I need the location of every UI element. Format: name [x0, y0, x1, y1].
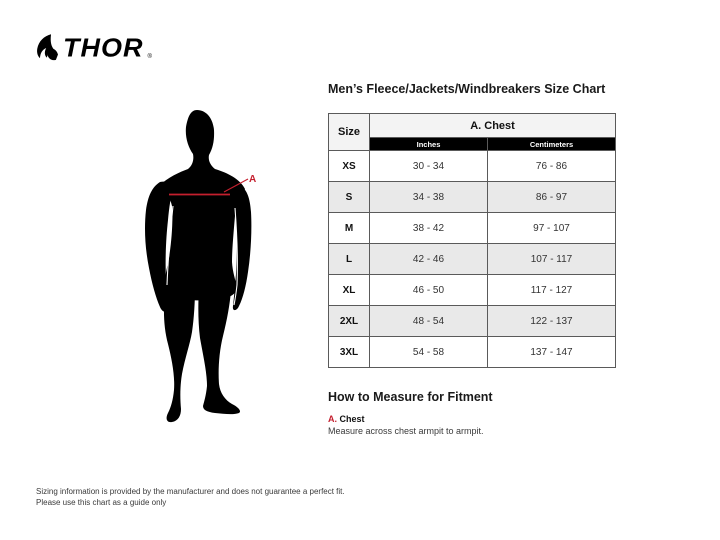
inches-cell: 34 - 38 [370, 182, 488, 213]
centimeters-cell: 86 - 97 [488, 182, 616, 213]
inches-cell: 30 - 34 [370, 151, 488, 182]
measure-item [328, 414, 365, 424]
centimeters-cell: 137 - 147 [488, 337, 616, 368]
size-cell: L [329, 244, 370, 275]
footer-disclaimer [36, 487, 345, 508]
size-cell: 3XL [329, 337, 370, 368]
centimeters-cell: 122 - 137 [488, 306, 616, 337]
inches-cell: 48 - 54 [370, 306, 488, 337]
size-chart-title: Men’s Fleece/Jackets/Windbreakers Size Chart [328, 82, 606, 96]
centimeters-cell: 76 - 86 [488, 151, 616, 182]
size-cell: XL [329, 275, 370, 306]
table-row [329, 151, 616, 182]
brand-logo [36, 34, 152, 61]
header-row-units [329, 138, 616, 151]
measure-section-heading: How to Measure for Fitment [328, 390, 493, 404]
size-cell: 2XL [329, 306, 370, 337]
measure-item-name: Chest [337, 414, 365, 424]
header-row-group [329, 114, 616, 138]
table-row [329, 275, 616, 306]
table-row [329, 306, 616, 337]
footer-disclaimer-line1: Sizing information is provided by the manufacturer and does not guarantee a perfect fit. [36, 487, 345, 496]
centimeters-cell: 97 - 107 [488, 213, 616, 244]
measure-item-description: Measure across chest armpit to armpit. [328, 426, 484, 436]
table-row [329, 182, 616, 213]
silhouette-left-leg [164, 285, 195, 422]
silhouette-torso [159, 110, 245, 300]
measure-item-key: A. [328, 414, 337, 424]
inches-cell: 46 - 50 [370, 275, 488, 306]
chest-point-label: A [249, 174, 257, 185]
table-row [329, 213, 616, 244]
inches-cell: 42 - 46 [370, 244, 488, 275]
col-header-chest-group: A. Chest [370, 114, 616, 138]
thor-helmet-icon [36, 34, 59, 61]
col-header-size: Size [329, 114, 370, 151]
table-row [329, 337, 616, 368]
col-header-centimeters: Centimeters [488, 138, 616, 151]
brand-logo-text: THOR [63, 33, 144, 63]
footer-disclaimer-line2: Please use this chart as a guide only [36, 497, 167, 507]
size-cell: M [329, 213, 370, 244]
male-silhouette-figure [100, 80, 320, 480]
table-row [329, 244, 616, 275]
inches-cell: 54 - 58 [370, 337, 488, 368]
size-chart-table [328, 113, 616, 368]
col-header-inches: Inches [370, 138, 488, 151]
registered-mark: ® [147, 54, 152, 60]
size-cell: S [329, 182, 370, 213]
size-cell: XS [329, 151, 370, 182]
inches-cell: 38 - 42 [370, 213, 488, 244]
centimeters-cell: 117 - 127 [488, 275, 616, 306]
centimeters-cell: 107 - 117 [488, 244, 616, 275]
